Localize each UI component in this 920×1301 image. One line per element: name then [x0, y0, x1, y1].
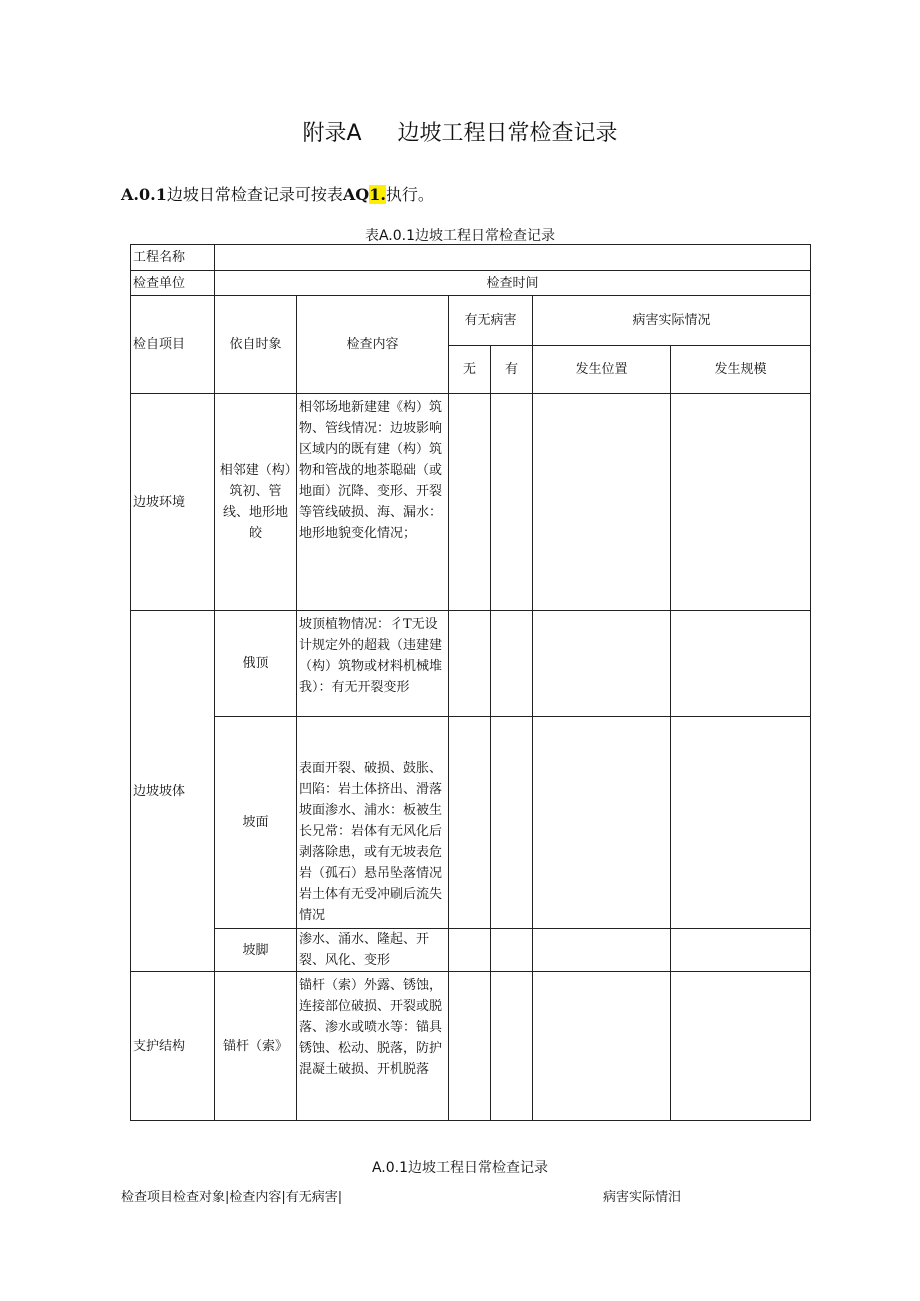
project-name-label: 工程名称 [131, 245, 215, 271]
yes-cell [491, 394, 533, 611]
header-location: 发生位置 [533, 346, 671, 394]
location-cell [533, 972, 671, 1121]
header-content: 检查内容 [297, 296, 449, 394]
yes-cell [491, 611, 533, 717]
yes-cell [491, 929, 533, 972]
intro-ref-highlight: 1. [369, 185, 386, 204]
table-row [131, 394, 811, 611]
table-row [131, 245, 811, 271]
header-item: 检自项目 [131, 296, 215, 394]
yes-cell [491, 972, 533, 1121]
none-cell [449, 611, 491, 717]
location-cell [533, 717, 671, 929]
object-cell: 俄顶 [215, 611, 297, 717]
object-cell: 锚杆（索》 [215, 972, 297, 1121]
table-row [131, 717, 811, 929]
location-cell [533, 394, 671, 611]
footer-actual: 病害实际情汨 [603, 1190, 682, 1205]
none-cell [449, 929, 491, 972]
page-title [0, 116, 920, 147]
table-caption: 表A.0.1边坡工程日常检查记录 [364, 228, 556, 244]
object-cell: 坡脚 [215, 929, 297, 972]
intro-paragraph [121, 182, 434, 205]
content-cell: 相邻场地新建建《构）筑物、管线情况：边坡影响区域内的既有建（构）筑物和管战的地茶聪础（或地面）沉降、变形、开裂等管线破损、海、漏水：地形地貌变化情况； [297, 394, 449, 611]
table-row [131, 611, 811, 717]
content-cell: 表面开裂、破损、鼓胀、凹陷：岩土体挤出、滑落坡面渗水、浦水：板被生长兄常：岩体有无风化后剥落除患，或有无坡表危岩（孤石）悬吊坠落情况岩土体有无受冲刷后流失情况 [297, 717, 449, 929]
object-cell: 相邻建（构）筑初、管线、地形地皎 [215, 394, 297, 611]
intro-text: 边坡日常检查记录可按表 [166, 185, 343, 204]
inspect-unit-label: 检查单位 [131, 271, 215, 296]
header-yes: 有 [491, 346, 533, 394]
title-text: 边坡工程日常检查记录 [397, 121, 618, 146]
project-name-value [215, 245, 811, 271]
object-cell: 坡面 [215, 717, 297, 929]
none-cell [449, 394, 491, 611]
header-scale: 发生规模 [671, 346, 811, 394]
scale-cell [671, 717, 811, 929]
content-cell: 锚杆（索）外露、锈蚀，连接部位破损、开裂或脱落、渗水或喷水等：锚具锈蚀、松动、脱落，防护混凝土破损、开机脱落 [297, 972, 449, 1121]
yes-cell [491, 717, 533, 929]
table-row [131, 929, 811, 972]
title-appendix: 附录A [302, 121, 362, 146]
table-caption-repeat: A.0.1边坡工程日常检查记录 [371, 1160, 549, 1176]
scale-cell [671, 972, 811, 1121]
footer-headers: 检查项目检查对象|检查内容|有无病害| [121, 1190, 343, 1205]
location-cell [533, 611, 671, 717]
item-cell: 边坡坡体 [131, 611, 215, 972]
header-none: 无 [449, 346, 491, 394]
content-cell: 坡顶植物情况：彳T无设计规定外的超栽（违建建（构）筑物或材料机械堆我）：有无开裂变形 [297, 611, 449, 717]
header-object: 依自时象 [215, 296, 297, 394]
intro-ref: AQ [342, 185, 370, 204]
intro-text-end: 执行。 [385, 185, 434, 204]
table-row [131, 271, 811, 296]
item-cell: 边坡环境 [131, 394, 215, 611]
table-row [131, 296, 811, 346]
inspection-table [130, 244, 811, 1121]
scale-cell [671, 611, 811, 717]
table-row [131, 972, 811, 1121]
inspect-time-label: 检查时间 [215, 271, 811, 296]
header-has-damage: 有无病害 [449, 296, 533, 346]
scale-cell [671, 929, 811, 972]
none-cell [449, 972, 491, 1121]
header-actual: 病害实际情况 [533, 296, 811, 346]
scale-cell [671, 394, 811, 611]
item-cell: 支护结构 [131, 972, 215, 1121]
none-cell [449, 717, 491, 929]
location-cell [533, 929, 671, 972]
intro-clause-number: A.0.1 [121, 185, 167, 204]
content-cell: 渗水、涌水、隆起、开裂、风化、变形 [297, 929, 449, 972]
